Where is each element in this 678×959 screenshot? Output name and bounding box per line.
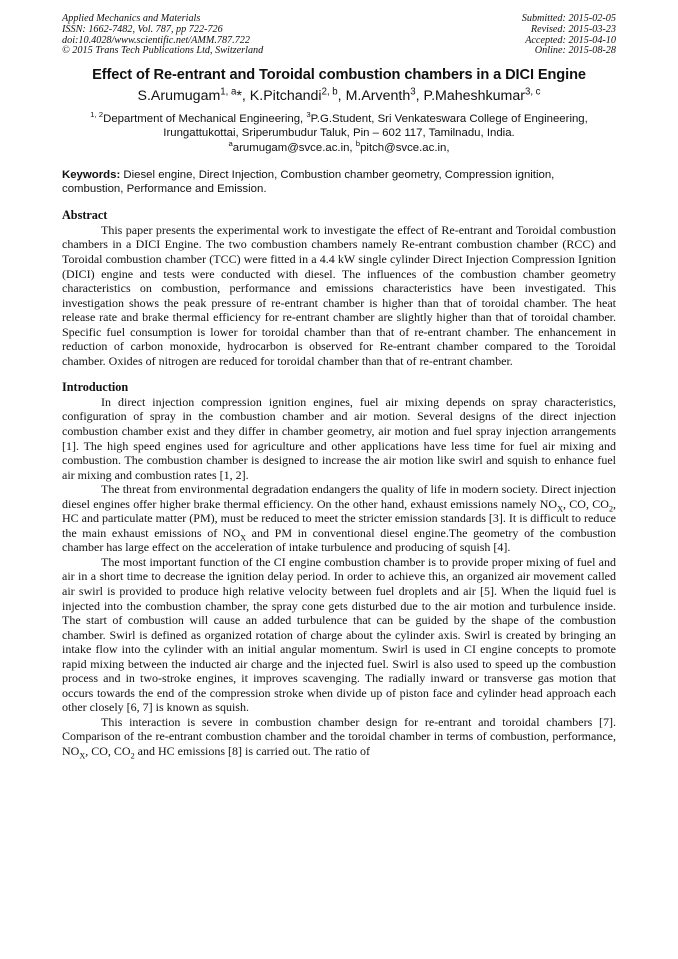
subscript: X (557, 504, 563, 514)
doi: doi:10.4028/www.scientific.net/AMM.787.722 (62, 34, 250, 46)
abstract-heading: Abstract (62, 208, 108, 223)
journal-name: Applied Mechanics and Materials (62, 13, 201, 24)
intro-paragraph-3: The most important function of the CI engine combustion chamber is to provide proper mixing of fuel and air in a short time to decrease the ignition delay period. In order to achieve this, an organized air movement called air swirl is provided to produce high relative velocity between fuel droplets and air [5]. When the liquid fuel is injected into the combustion chamber, the spray cone gets disturbed due to the air motion and turbulence inside. The start of combustion will cause an added turbulence that can be guided by the shape of the combustion chamber. Swirl is defined as organized rotation of charge about the cylinder axis. Swirl is created by bringing an intake flow into the cylinder with an initial angular momentum. Swirl is used in CI engine concepts to promote rapid mixing between the inducted air charge and the injected fuel. Swirl is also used to speed up the combustion process and in two-stroke engines, it improves scavenging. The radially inward or transverse gas motion that occurs towards the end of the compression stroke when divide up of piston face and cylinder head approach each other closely [6, 7] is known as squish. (62, 554, 616, 715)
subscript: X (79, 751, 86, 761)
paper-title: Effect of Re-entrant and Toroidal combustion chambers in a DICI Engine (92, 67, 586, 84)
text-run: This interaction is severe in combustion chamber design for re-entrant and toroidal chambers [7]. Comparison of the re-entrant combustion chamber and the toroidal chamber in terms of combustion, performance, NO (62, 714, 616, 758)
author-name: M.Arventh (345, 88, 411, 105)
text-run: and PM in conventional diesel engine.The geometry of the combustion chamber has large effect on the acceleration of intake turbulence and producing of squish [4]. (62, 525, 616, 555)
submitted-date: Submitted: 2015-02-05 (521, 13, 616, 24)
email-mark: b (355, 138, 361, 148)
author-name: K.Pitchandi (249, 88, 322, 105)
keywords-text: Diesel engine, Direct Injection, Combustion chamber geometry, Compression ignition, combustion, Performance and Emission. (62, 168, 555, 196)
issn: ISSN: 1662-7482, Vol. 787, pp 722-726 (62, 23, 223, 35)
text-run: , HC and particulate matter (PM), must be reduced to meet the stricter emission standards [3]. It is difficult to reduce the main exhaust emissions of NO (62, 496, 617, 540)
author-affiliation-mark: 2, b (321, 86, 338, 98)
affiliation-line (62, 112, 616, 126)
author-affiliation-mark: 1, a (220, 86, 237, 98)
publication-info (62, 14, 263, 57)
copyright: © 2015 Trans Tech Publications Ltd, Switzerland (62, 45, 264, 57)
affiliation-block (62, 112, 616, 155)
email-address[interactable]: pitch@svce.ac.in, (360, 141, 450, 154)
intro-paragraph-4 (62, 715, 616, 759)
abstract-text: This paper presents the experimental work to investigate the effect of Re-entrant and Toroidal combustion chambers in a DICI Engine. The two combustion chambers namely Re-entrant combustion chamber (RCC) and Toroidal combustion chamber (TCC) were fitted in a 4.4 kW single cylinder Direct Injection Compression Ignition (DICI) engine and tests were conducted with diesel. The influences of the combustion chamber geometry characteristics on combustion, performance and emissions characteristics have been investigated. This investigation shows the peak pressure of re-entrant chamber is higher than that of toroidal chamber. The heat release rate and brake thermal efficiency for re-entrant chamber are slightly higher than that of toroidal chamber. Specific fuel consumption is lower for toroidal chamber than that of re-entrant chamber. The enhancement in reduction of carbon monoxide, hydrocarbon is observed for Re-entrant chamber compared to the Toroidal chamber. Oxides of nitrogen are reduced for toroidal chamber than that of re-entrant chamber. (62, 222, 616, 368)
author-name: P.Maheshkumar (423, 88, 525, 105)
affiliation-department: Department of Mechanical Engineering, (103, 113, 307, 126)
author-name: S.Arumugam (137, 88, 221, 105)
corresponding-mark: * (236, 88, 242, 105)
subscript: X (240, 533, 247, 543)
intro-paragraph-2 (62, 482, 616, 555)
affiliation-college: P.G.Student, Sri Venkateswara College of Engineering, (310, 113, 588, 126)
author-affiliation-mark: 3, c (524, 86, 541, 98)
author-list (62, 87, 616, 105)
author-separator: , (241, 88, 250, 105)
email-line (62, 138, 616, 155)
text-run: The threat from environmental degradation endangers the quality of life in modern society. Direct injection diesel engines offer higher brake thermal efficiency. On the other hand, exhaust emissions namely NO (62, 482, 616, 511)
paper-page (62, 14, 616, 759)
text-run: , CO, CO (85, 743, 131, 758)
author-affiliation-mark: 3 (410, 86, 416, 98)
email-address[interactable]: arumugam@svce.ac.in, (232, 141, 356, 154)
subscript: 2 (608, 504, 614, 514)
affiliation-mark: 1, 2 (90, 110, 104, 120)
keywords (62, 168, 616, 197)
affiliation-address: Irungattukottai, Sriperumbudur Taluk, Pin – 602 117, Tamilnadu, India. (163, 127, 515, 140)
accepted-date: Accepted: 2015-04-10 (525, 34, 616, 46)
introduction-heading: Introduction (62, 380, 129, 395)
author-separator: , (415, 88, 424, 105)
intro-paragraph-1: In direct injection compression ignition engines, fuel air mixing depends on spray characteristics, configuration of spray in the combustion chamber and air motion. Several designs of the direct injection combustion chamber exist and they differ in chamber geometry, air motion and fuel spray injection arrangements [1]. The high speed engines used for agriculture and other applications have less time for fuel air mixing and combustion. The combustion chamber is designed to increase the air motion like swirl and squish to enhance fuel air mixing and combustion rates [1, 2]. (62, 394, 616, 482)
revised-date: Revised: 2015-03-23 (530, 23, 616, 35)
online-date: Online: 2015-08-28 (534, 45, 616, 57)
subscript: 2 (130, 751, 135, 761)
journal-header (62, 14, 616, 57)
affiliation-mark: 3 (306, 110, 311, 120)
email-mark: a (228, 138, 233, 148)
text-run: , CO, CO (562, 496, 609, 511)
author-separator: , (337, 88, 346, 105)
text-run: and HC emissions [8] is carried out. The ratio of (134, 743, 371, 758)
keywords-label: Keywords: (62, 168, 121, 181)
publication-dates (522, 14, 616, 57)
